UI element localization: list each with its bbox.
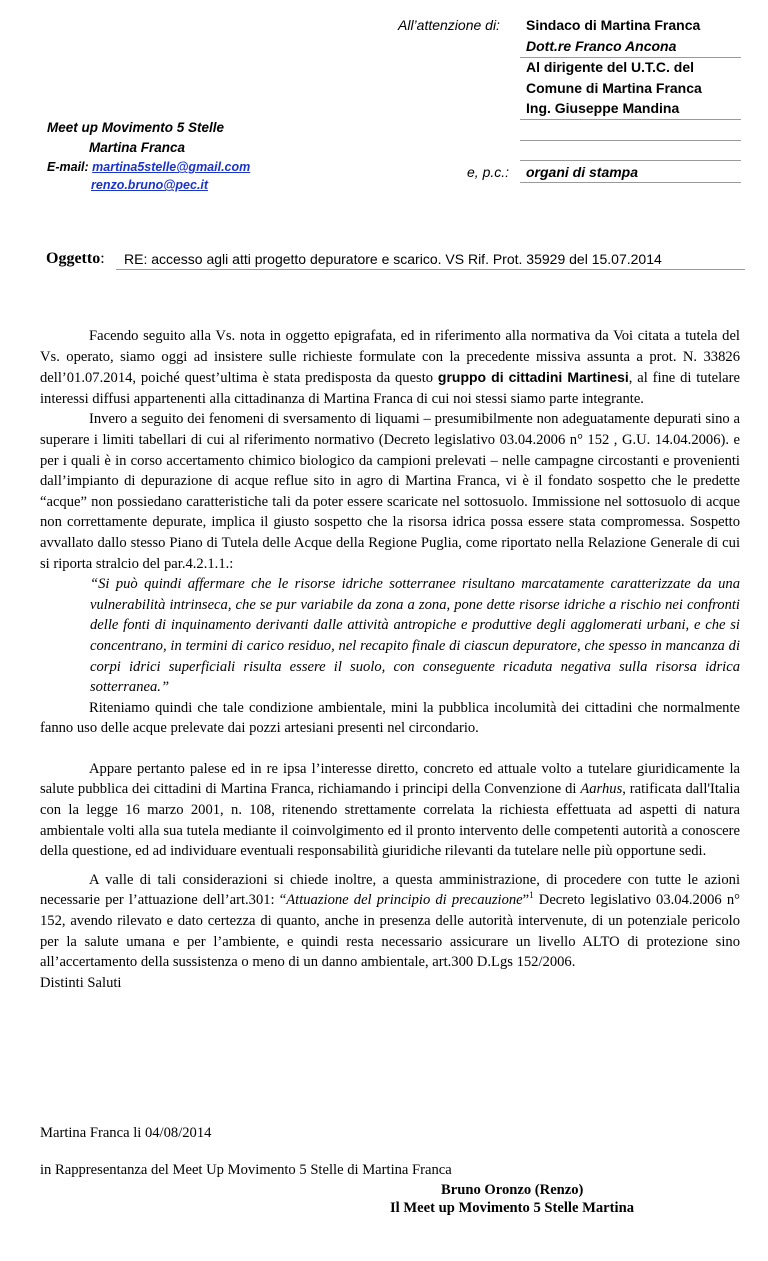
addressee-line: Sindaco di Martina Franca [526, 17, 701, 33]
paragraph [40, 326, 740, 409]
footnote-marker: 1 [529, 890, 534, 901]
paragraph-text: Facendo seguito alla Vs. nota in oggetto epigrafata, ed in riferimento alla normativa da Voi citata a tutela del Vs. operato, siamo oggi ad insistere sulle richieste formulate con la precedente missiva assunta a prot. N. 33826 dell’01.07.2014, poiché quest’ultima è stata predisposta da questo [40, 328, 740, 387]
subject-label-text: Oggetto [46, 250, 101, 267]
italic-text: Aarhus [580, 781, 623, 798]
sender-name: Meet up Movimento 5 Stelle [47, 120, 225, 135]
place-date: Martina Franca li 04/08/2014 [40, 1125, 212, 1141]
cc-value: organi di stampa [526, 164, 639, 180]
salutation: Distinti Saluti [40, 974, 122, 991]
paragraph-text: Decreto legislativo 03.04.2006 n° 152, avendo rilevato e dato certezza di quanto, anche in presenza delle autorità intervenute, di un potenziale pericolo per la salute umana e per l’ambiente, e quindi resta necessario assicurare un livello ALTO di protezione sino all’accertamento della sussistenza o meno di un danno ambientale, art.300 D.Lgs 152/2006. [40, 892, 740, 971]
addressee-rule [520, 160, 741, 161]
paragraph: Invero a seguito dei fenomeni di sversamento di liquami – presumibilmente non adeguatamente depurati sino a superare i limiti tabellari di cui al riferimento normativo (Decreto legislativo 03.04.2006 n° 152 , G.U. 14.04.2006). e per i quali è in corso accertamento chimico biologico da campioni prelevati – nelle campagne circostanti e provenienti dall’impianto di depurazione di acque reflue sito in agro di Martina Franca, vi è il fondato sospetto che le predette “acque” non possiedano caratteristiche tali da poter essere scaricate nel sottosuolo. Immissione nel sottosuolo di acque non correttamente depurate, implica il giusto sospetto che la risorsa idrica possa essere stata compromessa. Sospetto avvallato dallo stesso Piano di Tutela delle Acque della Regione Puglia, come riportato nella Relazione Generale di cui si riporta stralcio del par.4.2.1.1.: [40, 411, 740, 572]
addressee-rule [520, 57, 741, 58]
spacer [40, 739, 740, 759]
sender-email-row [47, 160, 250, 174]
subject-label [46, 250, 105, 268]
addressee-line: Ing. Giuseppe Mandina [526, 100, 680, 116]
addressee-line: Al dirigente del U.T.C. del [526, 59, 695, 75]
cc-label: e, p.c.: [467, 164, 510, 180]
email-link[interactable]: martina5stelle@gmail.com [92, 160, 251, 174]
subject-text: RE: accesso agli atti progetto depuratore e scarico. VS Rif. Prot. 35929 del 15.07.2014 [124, 251, 662, 267]
addressee-rule [520, 140, 741, 141]
paragraph-text: Appare pertanto palese ed in re ipsa l’interesse diretto, concreto ed attuale volto a tutelare giuridicamente la salute pubblica dei cittadini di Martina Franca, richiamando i principi della Convenzione di [40, 760, 740, 798]
paragraph-text: A valle di tali considerazioni si chiede inoltre, a questa amministrazione, di procedere con tutte le azioni necessarie per l’attuazione dell’art.301: “ [40, 871, 740, 909]
addressee-rule [520, 182, 741, 183]
signer-name: Bruno Oronzo (Renzo) [441, 1182, 584, 1198]
email-label: E-mail: [47, 160, 89, 174]
addressee-line: Comune di Martina Franca [526, 80, 702, 96]
highlight-text: gruppo di cittadini Martinesi [437, 369, 629, 386]
subject-colon: : [100, 250, 105, 267]
quote-mark: ” [522, 892, 530, 909]
paragraph [40, 870, 740, 973]
addressee-rule [520, 119, 741, 120]
letter-body [40, 326, 740, 993]
paragraph: Riteniamo quindi che tale condizione ambientale, mini la pubblica incolumità dei cittadini che normalmente fanno uso delle acque prelevate dai pozzi artesiani presenti nel circondario. [40, 699, 740, 737]
paragraph [40, 759, 740, 862]
addressee-line: Dott.re Franco Ancona [526, 38, 677, 54]
sender-pec-row [91, 178, 208, 192]
addressee-label: All’attenzione di: [398, 17, 500, 33]
paragraph-text: , al fine di tutelare interessi diffusi appartenenti alla cittadinanza di Martina Franca di cui noi stessi siamo parte integrante. [40, 370, 740, 407]
italic-text: Attuazione del principio di precauzione [286, 892, 523, 909]
representation-line: in Rappresentanza del Meet Up Movimento 5 Stelle di Martina Franca [40, 1162, 452, 1178]
signer-group: Il Meet up Movimento 5 Stelle Martina [390, 1200, 634, 1216]
subject-rule [116, 269, 745, 270]
quotation: “Si può quindi affermare che le risorse idriche sotterranee risultano marcatamente caratterizzate da una vulnerabilità intrinseca, che se pur variabile da zona a zona, pone dette risorse idriche a rischio nei confronti delle fonti di inquinamento derivanti dalle attività antropiche e produttive degli agglomerati urbani, e che si concentrano, in termini di carico residuo, nel recapito finale di ciascun depuratore, che spesso in mancanza di corpi idrici superficiali risulta essere il suolo, con conseguente ricaduta negativa sulla risorsa idrica sotterranea.” [90, 576, 740, 696]
paragraph-text: , ratificata dall'Italia con la legge 16 marzo 2001, n. 108, ritenendo strettamente correlata la richiesta effettuata ad aspetti di natura ambientale volti alla sua tutela mediante il coinvolgimento ed il pronto intervento delle competenti autorità a conoscere della questione, ed ad individuare eventuali responsabilità giuridiche rilevanti da tutelare nelle più opportune sedi. [40, 781, 740, 860]
pec-email-link[interactable]: renzo.bruno@pec.it [91, 178, 209, 192]
sender-city: Martina Franca [89, 140, 186, 155]
